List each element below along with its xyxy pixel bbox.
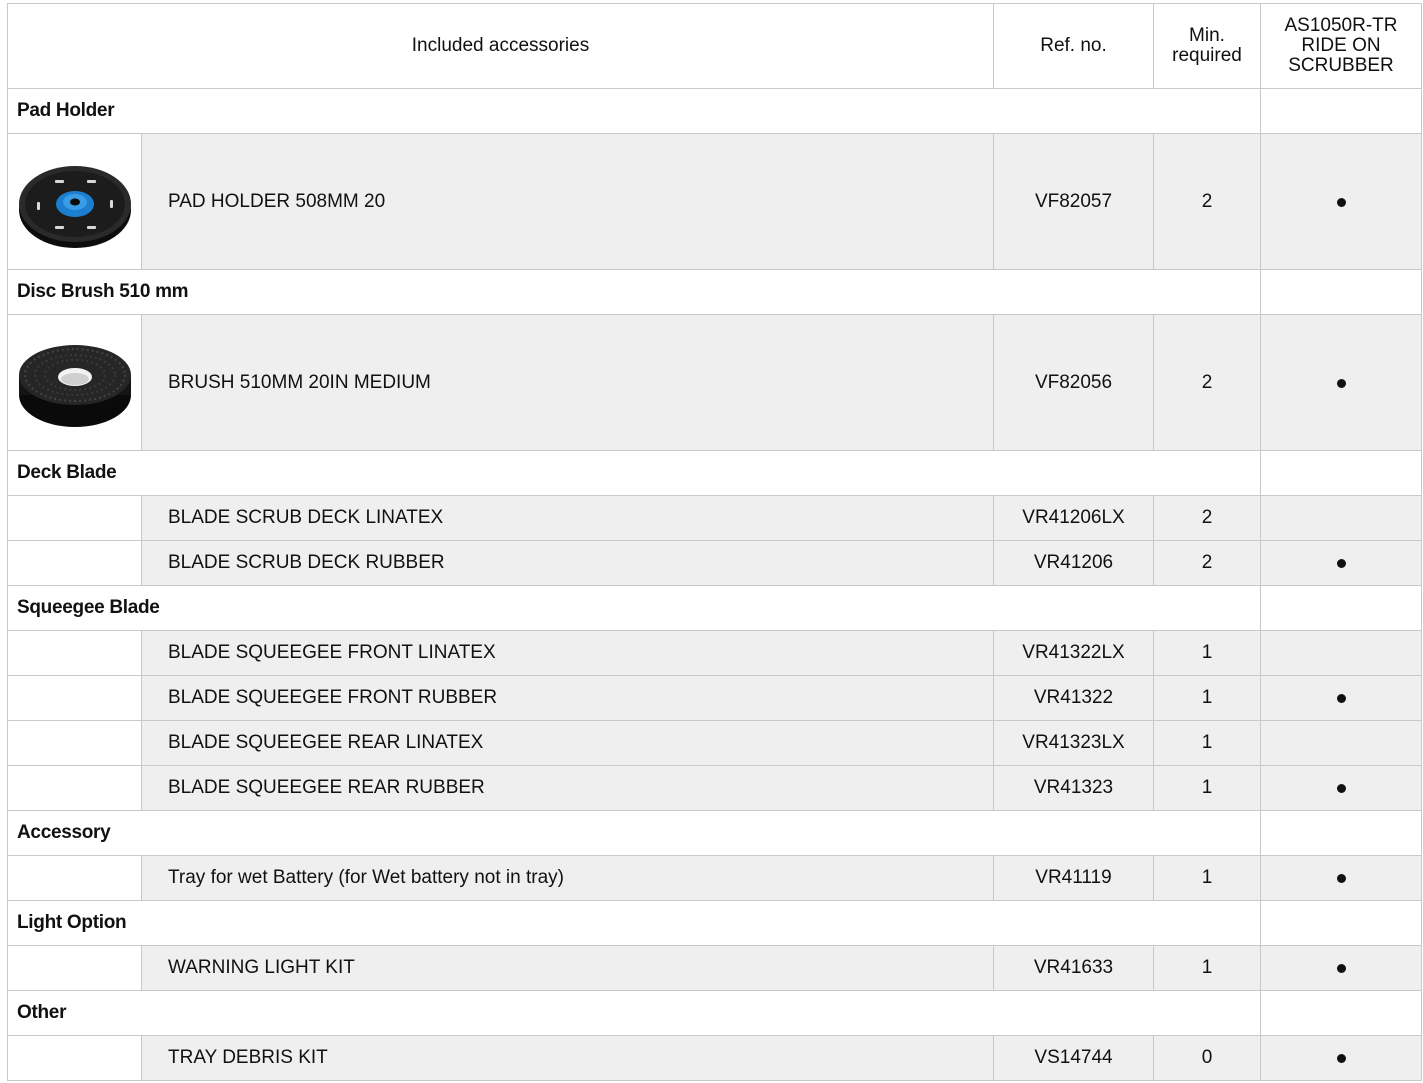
item-included: [1261, 1036, 1422, 1081]
item-description: BLADE SQUEEGEE REAR RUBBER: [142, 766, 994, 811]
header-min-line1: Min.: [1189, 25, 1225, 46]
item-min: 2: [1154, 315, 1261, 451]
item-min: 1: [1154, 946, 1261, 991]
category-deck-blade: Deck Blade: [8, 451, 1261, 496]
item-min: 2: [1154, 541, 1261, 586]
table-row: [8, 134, 1422, 270]
item-description: BLADE SCRUB DECK LINATEX: [142, 496, 994, 541]
item-ref: VR41119: [994, 856, 1154, 901]
item-min: 1: [1154, 631, 1261, 676]
category-row: [8, 270, 1422, 315]
item-image-cell: [8, 631, 142, 676]
item-included: [1261, 541, 1422, 586]
item-included: [1261, 946, 1422, 991]
category-accessory: Accessory: [8, 811, 1261, 856]
category-pad-holder: Pad Holder: [8, 89, 1261, 134]
item-included: [1261, 134, 1422, 270]
category-model-cell: [1261, 586, 1422, 631]
header-model-line1: AS1050R-TR: [1284, 15, 1398, 36]
item-included: [1261, 856, 1422, 901]
item-image-cell: [8, 541, 142, 586]
category-row: [8, 811, 1422, 856]
category-row: [8, 89, 1422, 134]
table-row: [8, 496, 1422, 541]
header-model: [1261, 4, 1422, 89]
header-model-line2: RIDE ON: [1301, 35, 1381, 56]
included-dot: [1337, 379, 1346, 388]
item-included: [1261, 676, 1422, 721]
table-row: [8, 1036, 1422, 1081]
table-row: [8, 946, 1422, 991]
item-min: 1: [1154, 676, 1261, 721]
included-dot: [1337, 1054, 1346, 1063]
included-dot: [1337, 559, 1346, 568]
item-image-cell: [8, 856, 142, 901]
category-other: Other: [8, 991, 1261, 1036]
item-image-cell: [8, 676, 142, 721]
item-ref: VR41633: [994, 946, 1154, 991]
table-row: [8, 721, 1422, 766]
category-model-cell: [1261, 451, 1422, 496]
item-included: [1261, 631, 1422, 676]
category-row: [8, 451, 1422, 496]
item-min: 1: [1154, 766, 1261, 811]
category-row: [8, 586, 1422, 631]
included-dot: [1337, 694, 1346, 703]
category-row: [8, 991, 1422, 1036]
category-model-cell: [1261, 811, 1422, 856]
item-ref: VR41322LX: [994, 631, 1154, 676]
category-model-cell: [1261, 901, 1422, 946]
item-included: [1261, 315, 1422, 451]
category-model-cell: [1261, 270, 1422, 315]
item-min: 0: [1154, 1036, 1261, 1081]
item-description: Tray for wet Battery (for Wet battery not in tray): [142, 856, 994, 901]
header-included-accessories: Included accessories: [8, 4, 994, 89]
item-ref: VR41206LX: [994, 496, 1154, 541]
table-row: [8, 766, 1422, 811]
item-description: BRUSH 510MM 20IN MEDIUM: [142, 315, 994, 451]
table-row: [8, 676, 1422, 721]
item-description: BLADE SQUEEGEE FRONT LINATEX: [142, 631, 994, 676]
item-image-cell: [8, 1036, 142, 1081]
category-disc-brush: Disc Brush 510 mm: [8, 270, 1261, 315]
item-description: BLADE SCRUB DECK RUBBER: [142, 541, 994, 586]
item-min: 1: [1154, 856, 1261, 901]
table-row: [8, 315, 1422, 451]
item-ref: VF82057: [994, 134, 1154, 270]
item-ref: VR41323: [994, 766, 1154, 811]
item-ref: VR41206: [994, 541, 1154, 586]
item-ref: VF82056: [994, 315, 1154, 451]
item-min: 1: [1154, 721, 1261, 766]
item-description: PAD HOLDER 508MM 20: [142, 134, 994, 270]
included-dot: [1337, 874, 1346, 883]
item-ref: VS14744: [994, 1036, 1154, 1081]
item-description: WARNING LIGHT KIT: [142, 946, 994, 991]
table-row: [8, 631, 1422, 676]
item-min: 2: [1154, 496, 1261, 541]
included-dot: [1337, 198, 1346, 207]
table-row: [8, 541, 1422, 586]
pad-holder-icon: [15, 152, 135, 252]
disc-brush-icon: [15, 333, 135, 433]
header-min-required: [1154, 4, 1261, 89]
included-dot: [1337, 784, 1346, 793]
category-model-cell: [1261, 991, 1422, 1036]
disc-brush-image: [8, 315, 142, 451]
item-included: [1261, 496, 1422, 541]
item-image-cell: [8, 766, 142, 811]
header-ref-no: Ref. no.: [994, 4, 1154, 89]
item-included: [1261, 766, 1422, 811]
item-description: BLADE SQUEEGEE FRONT RUBBER: [142, 676, 994, 721]
pad-holder-image: [8, 134, 142, 270]
included-dot: [1337, 964, 1346, 973]
item-image-cell: [8, 496, 142, 541]
table-row: [8, 856, 1422, 901]
accessories-table: [7, 3, 1422, 1081]
item-included: [1261, 721, 1422, 766]
category-row: [8, 901, 1422, 946]
table-header-row: [8, 4, 1422, 89]
item-description: TRAY DEBRIS KIT: [142, 1036, 994, 1081]
item-min: 2: [1154, 134, 1261, 270]
category-model-cell: [1261, 89, 1422, 134]
item-ref: VR41323LX: [994, 721, 1154, 766]
item-image-cell: [8, 946, 142, 991]
item-description: BLADE SQUEEGEE REAR LINATEX: [142, 721, 994, 766]
category-light-option: Light Option: [8, 901, 1261, 946]
header-min-line2: required: [1172, 45, 1242, 66]
item-ref: VR41322: [994, 676, 1154, 721]
category-squeegee-blade: Squeegee Blade: [8, 586, 1261, 631]
item-image-cell: [8, 721, 142, 766]
header-model-line3: SCRUBBER: [1288, 55, 1394, 76]
